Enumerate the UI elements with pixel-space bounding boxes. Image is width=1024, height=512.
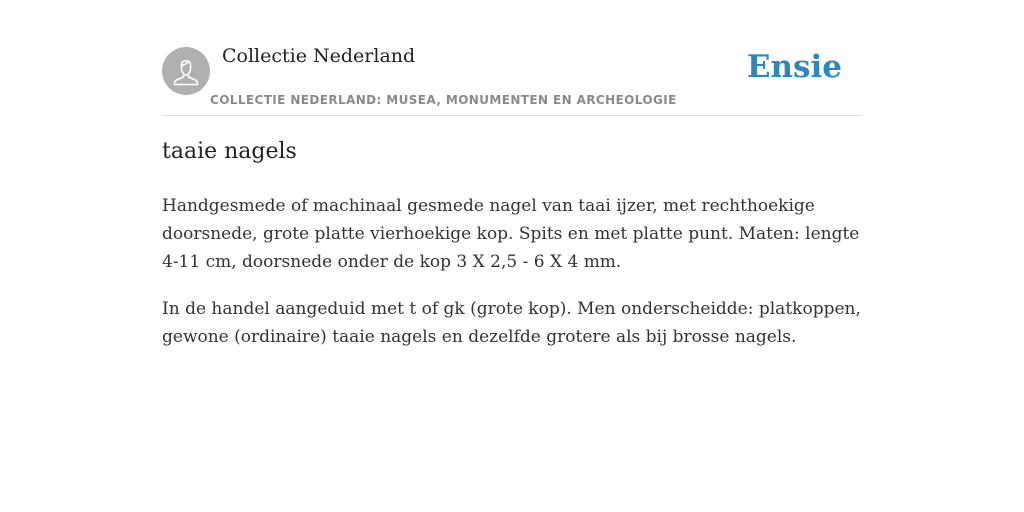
author-name[interactable]: Collectie Nederland	[222, 45, 416, 67]
user-silhouette-icon	[162, 47, 210, 95]
paragraph-2: In de handel aangeduid met t of gk (grote kop). Men onderscheidde: platkoppen, gewone (ordinaire) taaie nagels en dezelfde grotere als bij brosse nagels.	[162, 299, 861, 347]
ensie-logo[interactable]: Ensie	[746, 49, 842, 85]
source-label[interactable]: COLLECTIE NEDERLAND: MUSEA, MONUMENTEN EN ARCHEOLOGIE	[210, 93, 677, 107]
entry-header	[162, 40, 862, 116]
page-title: taaie nagels	[162, 139, 297, 164]
paragraph-1: Handgesmede of machinaal gesmede nagel van taai ijzer, met rechthoekige doorsnede, grote platte vierhoekige kop. Spits en met platte punt. Maten: lengte 4-11 cm, doorsnede onder de kop 3 X 2,5 - 6 X 4 mm.	[162, 196, 860, 272]
article-body	[162, 192, 862, 370]
avatar[interactable]	[162, 47, 210, 95]
